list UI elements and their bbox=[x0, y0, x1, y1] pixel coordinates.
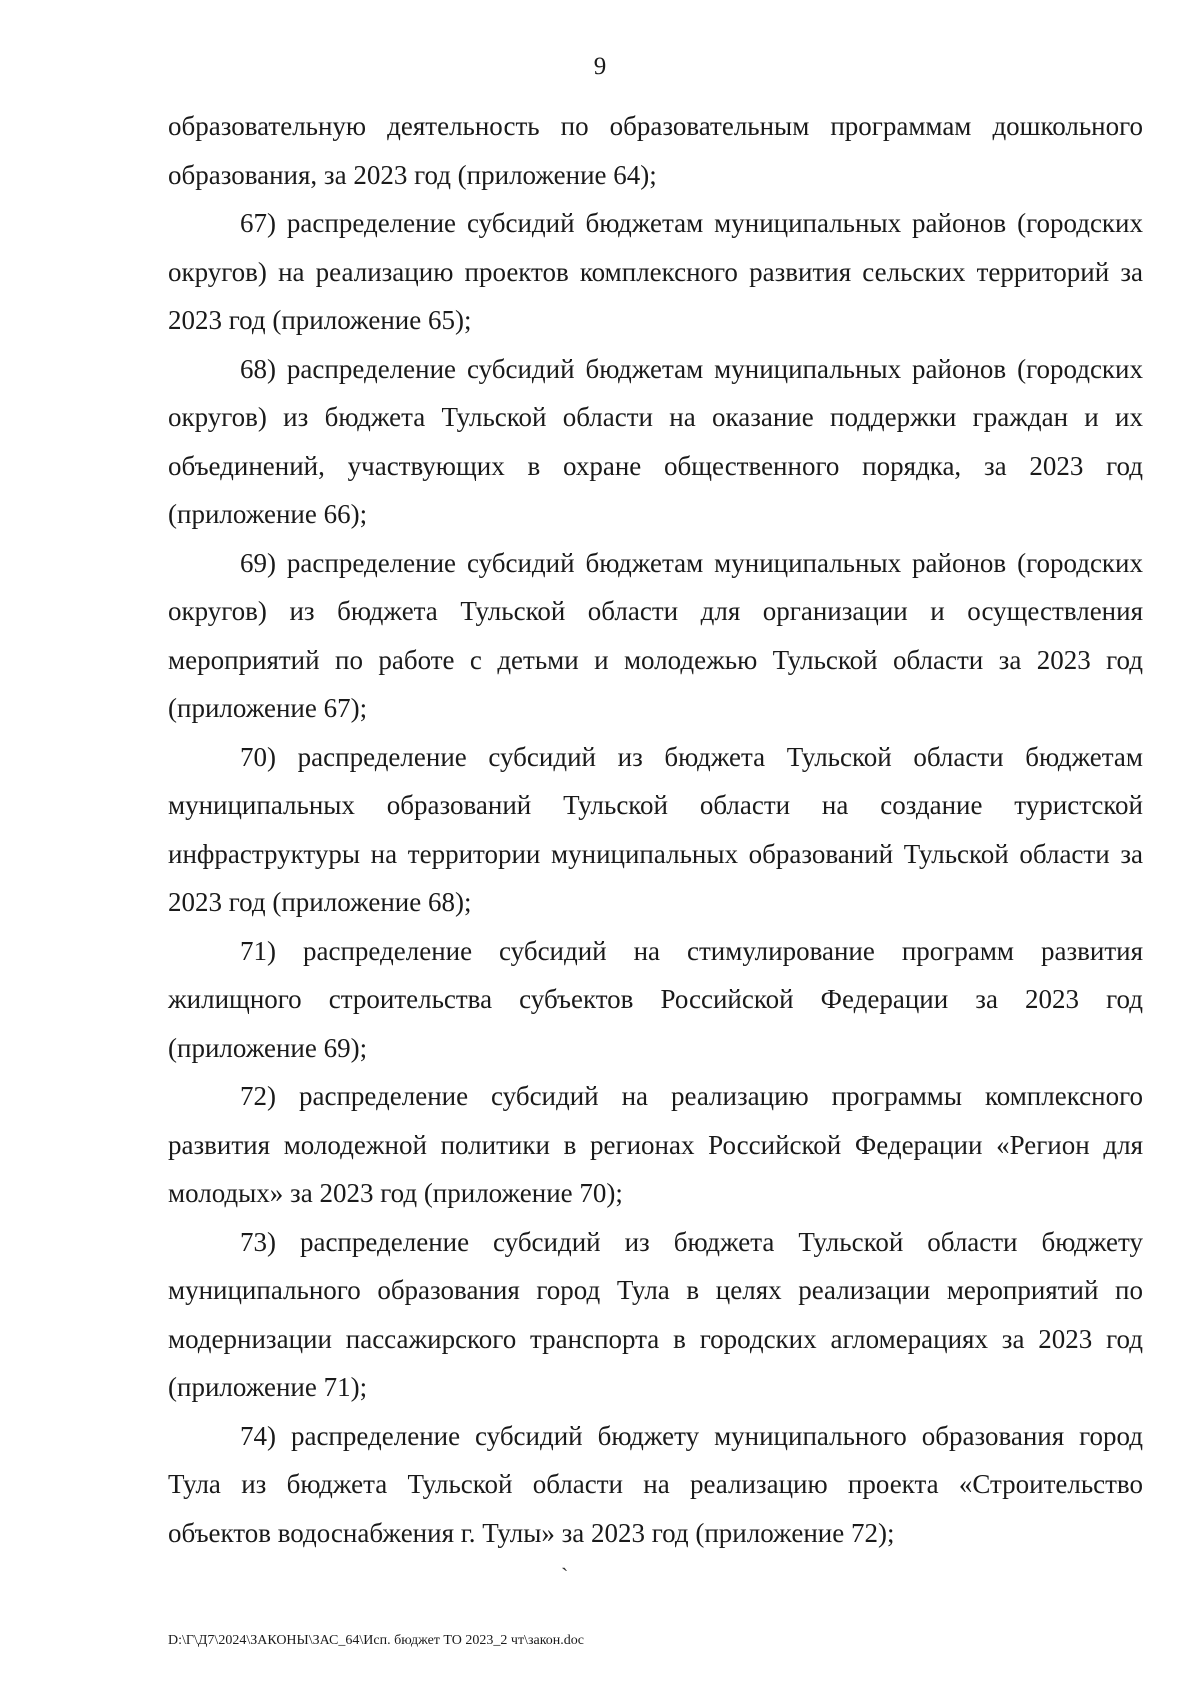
paragraph-item-69: 69) распределение субсидий бюджетам муниципальных районов (городских округов) из бюджета Тульской области для организации и осуществления мероприятий по работе с детьми и молодежью Тульской области за 2023 год (приложение 67); bbox=[168, 547, 1143, 723]
paragraph-item-68: 68) распределение субсидий бюджетам муниципальных районов (городских округов) из бюджета Тульской области на оказание поддержки граждан и их объединений, участвующих в охране общественного порядка, за 2023 год (приложение 66); bbox=[168, 353, 1143, 529]
stray-mark: ` bbox=[561, 1563, 569, 1588]
footer-file-path: D:\Г\Д7\2024\ЗАКОНЫ\ЗАС_64\Исп. бюджет ТО 2023_2 чт\закон.doc bbox=[168, 1633, 584, 1648]
paragraph-item-71: 71) распределение субсидий на стимулирование программ развития жилищного строительства субъектов Российской Федерации за 2023 год (приложение 69); bbox=[168, 935, 1143, 1063]
paragraph-item-74: 74) распределение субсидий бюджету муниципального образования город Тула из бюджета Тульской области на реализацию проекта «Строительство объектов водоснабжения г. Тулы» за 2023 год (приложение 72); bbox=[168, 1420, 1143, 1548]
paragraph-item-72: 72) распределение субсидий на реализацию программы комплексного развития молодежной политики в регионах Российской Федерации «Регион для молодых» за 2023 год (приложение 70); bbox=[168, 1081, 1143, 1208]
paragraph-item-67: 67) распределение субсидий бюджетам муниципальных районов (городских округов) на реализацию проектов комплексного развития сельских территорий за 2023 год (приложение 65); bbox=[168, 208, 1143, 335]
paragraph-item-73: 73) распределение субсидий из бюджета Тульской области бюджету муниципального образования город Тула в целях реализации мероприятий по модернизации пассажирского транспорта в городских агломерациях за 2023 год (приложение 71); bbox=[168, 1226, 1143, 1402]
document-body bbox=[168, 102, 1143, 1557]
paragraph-continuation: образовательную деятельность по образовательным программам дошкольного образования, за 2023 год (приложение 64); bbox=[168, 111, 1143, 190]
page-number: 9 bbox=[593, 53, 607, 80]
paragraph-item-70: 70) распределение субсидий из бюджета Тульской области бюджетам муниципальных образований Тульской области на создание туристской инфраструктуры на территории муниципальных образований Тульской области за 2023 год (приложение 68); bbox=[168, 741, 1143, 917]
